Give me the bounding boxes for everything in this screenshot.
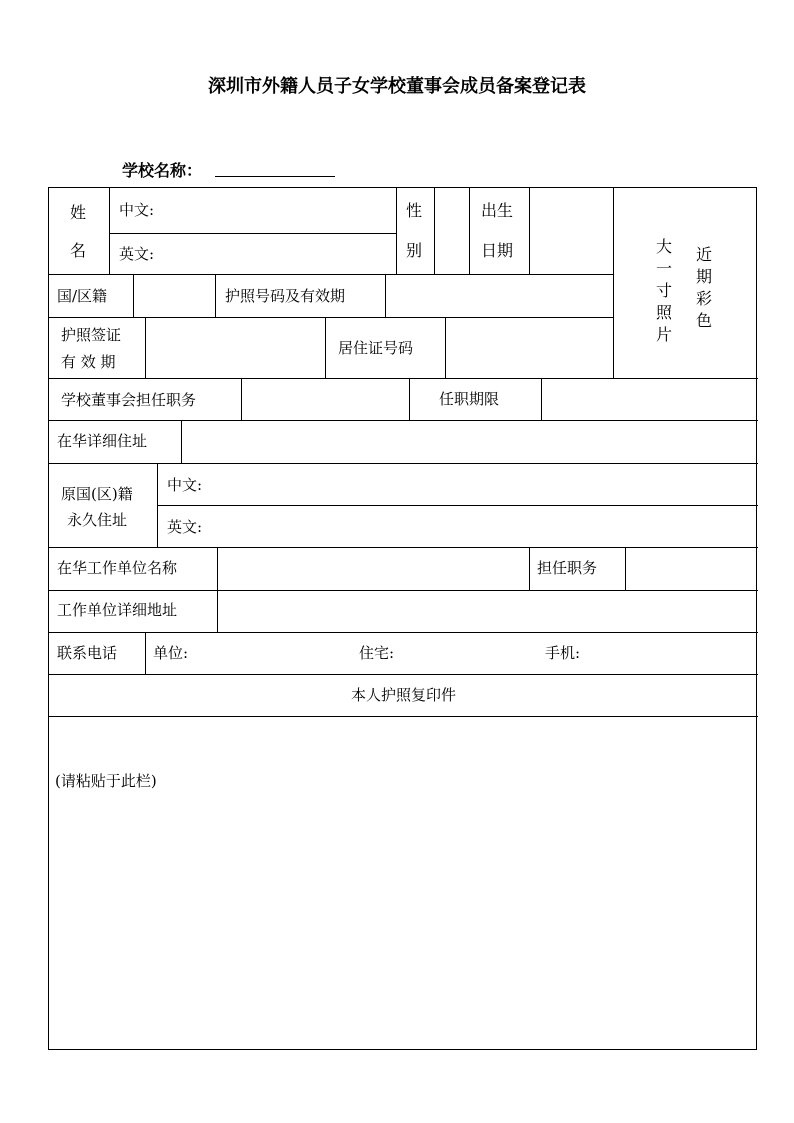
term-label: 任职期限 xyxy=(439,390,500,408)
paste-here-label: (请粘贴于此栏) xyxy=(55,772,157,790)
employer-name-label: 在华工作单位名称 xyxy=(57,559,178,577)
col-divider xyxy=(325,317,326,378)
phone-work-label: 单位: xyxy=(153,644,189,662)
row-divider xyxy=(49,674,758,675)
residence-permit-label: 居住证号码 xyxy=(338,339,414,357)
passport-copy-header: 本人护照复印件 xyxy=(350,686,456,704)
col-divider xyxy=(217,547,218,590)
name-label-top: 姓 xyxy=(70,203,87,222)
phone-home-label: 住宅: xyxy=(359,644,395,662)
job-title-label: 担任职务 xyxy=(537,559,598,577)
board-position-label: 学校董事会担任职务 xyxy=(61,391,197,409)
china-address-label: 在华详细住址 xyxy=(57,432,148,450)
row-divider xyxy=(49,716,758,717)
visa-validity-label-bottom: 有 效 期 xyxy=(61,353,116,371)
school-name-label: 学校名称： xyxy=(122,161,203,180)
name-label-bottom: 名 xyxy=(70,241,87,260)
row-divider xyxy=(49,420,758,421)
col-divider xyxy=(133,274,134,317)
school-name-field[interactable] xyxy=(215,176,335,177)
col-divider xyxy=(241,378,242,420)
phone-mobile-label: 手机: xyxy=(545,644,581,662)
origin-address-label-top: 原国(区)籍 xyxy=(61,485,133,503)
photo-label-size: 大一寸照片 xyxy=(655,237,672,344)
col-divider xyxy=(445,317,446,378)
visa-validity-label-top: 护照签证 xyxy=(61,326,122,344)
row-divider xyxy=(49,378,758,379)
origin-english-label: 英文: xyxy=(167,518,203,536)
origin-address-label-bottom: 永久住址 xyxy=(67,511,128,529)
col-divider xyxy=(109,188,110,274)
col-divider xyxy=(613,188,614,378)
name-chinese-label: 中文: xyxy=(119,201,155,219)
row-divider xyxy=(49,632,758,633)
birth-label-bottom: 日期 xyxy=(481,241,514,260)
row-divider xyxy=(157,505,758,506)
document-title: 深圳市外籍人员子女学校董事会成员备案登记表 xyxy=(208,76,586,97)
col-divider xyxy=(181,420,182,463)
row-divider xyxy=(109,233,396,234)
row-divider xyxy=(49,590,758,591)
col-divider xyxy=(529,547,530,590)
col-divider xyxy=(385,274,386,317)
col-divider xyxy=(529,188,530,274)
col-divider xyxy=(541,378,542,420)
phone-label: 联系电话 xyxy=(57,644,118,662)
col-divider xyxy=(625,547,626,590)
col-divider xyxy=(434,188,435,274)
col-divider xyxy=(157,463,158,547)
registration-form-table xyxy=(48,187,757,1050)
employer-address-label: 工作单位详细地址 xyxy=(57,601,178,619)
nationality-label: 国/区籍 xyxy=(57,287,108,305)
col-divider xyxy=(145,317,146,378)
col-divider xyxy=(145,632,146,674)
col-divider xyxy=(217,590,218,632)
gender-label-bottom: 别 xyxy=(406,241,423,260)
row-divider xyxy=(49,547,758,548)
row-divider xyxy=(49,463,758,464)
col-divider xyxy=(409,378,410,420)
col-divider xyxy=(396,188,397,274)
col-divider xyxy=(215,274,216,317)
passport-number-label: 护照号码及有效期 xyxy=(225,287,346,305)
col-divider xyxy=(469,188,470,274)
name-english-label: 英文: xyxy=(119,245,155,263)
photo-label-recent-color: 近期彩色 xyxy=(695,245,712,330)
gender-label-top: 性 xyxy=(406,201,423,220)
origin-chinese-label: 中文: xyxy=(167,476,203,494)
birth-label-top: 出生 xyxy=(481,201,514,220)
row-divider xyxy=(49,317,613,318)
